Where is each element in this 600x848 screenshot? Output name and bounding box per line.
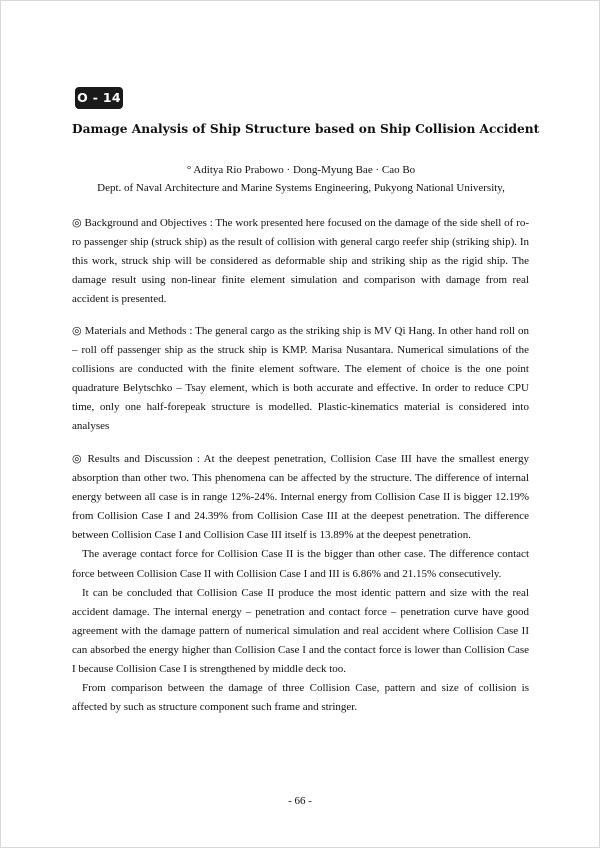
methods-separator: : [186, 325, 196, 337]
background-paragraph [72, 214, 529, 309]
methods-text: The general cargo as the striking ship is MV Qi Hang. In other hand roll on – roll off passenger ship as the struck ship is KMP. Marisa Nusantara. Numerical simulations of the collisions are conducted with the finite element software. The element of choice is the one point quadrature Belytschko – Tsay element, which is both accurate and effective. In order to reduce CPU time, only one half-forepeak structure is modelled. Plastic-kinematics material is considered into analyses [72, 325, 529, 433]
results-section [72, 450, 529, 717]
methods-paragraph [72, 322, 529, 437]
methods-heading: ◎ Materials and Methods [72, 325, 187, 337]
results-paragraph-1 [72, 450, 529, 545]
background-text: The work presented here focused on the damage of the side shell of ro-ro passenger ship (struck ship) as the result of collision with general cargo reefer ship (striking ship). In this work, struck ship will be considered as deformable ship and striking ship as the rigid ship. The damage result using non-linear finite element simulation and comparison with damage from real accident is presented. [72, 217, 530, 306]
results-paragraph-4: From comparison between the damage of three Collision Case, pattern and size of collision is affected by such as structure component such frame and stringer. [72, 682, 529, 714]
results-heading: ◎ Results and Discussion [72, 453, 193, 465]
background-section [72, 214, 529, 309]
methods-section [72, 322, 529, 437]
background-heading: ◎ Background and Objectives [72, 217, 207, 229]
results-paragraph-2: The average contact force for Collision Case II is the bigger than other case. The difference contact force between Collision Case II with Collision Case I and III is 6.86% and 21.15% consecutively. [72, 548, 529, 580]
results-text-1: At the deepest penetration, Collision Case III have the smallest energy absorption than other two. This phenomena can be affected by the structure. The difference of internal energy between all case is in range 12%-24%. Internal energy from Collision Case II is bigger 12.19% from Collision Case I and 24.39% from Collision Case III at the deepest penetration. The difference between Collision Case I and Collision Case III itself is 13.89% at the deepest penetration. [72, 453, 529, 542]
page-number: - 66 - [288, 795, 312, 807]
authors-line: ° Aditya Rio Prabowo · Dong-Myung Bae · Cao Bo [186, 164, 416, 176]
results-separator: : [192, 453, 204, 465]
session-badge: O - 14 [75, 87, 123, 109]
affiliation-line: Dept. of Naval Architecture and Marine Systems Engineering, Pukyong National University, [97, 182, 505, 194]
background-separator: : [206, 217, 216, 229]
results-paragraph-3: It can be concluded that Collision Case II produce the most identic pattern and size with the real accident damage. The internal energy – penetration and contact force – penetration curve have good agreement with the damage pattern of numerical simulation and real accident where Collision Case II can absorbed the energy higher than Collision Case I and the contact force is lower than Collision Case I because Collision Case I is strengthened by middle deck too. [72, 586, 529, 676]
paper-title: Damage Analysis of Ship Structure based on Ship Collision Accident [72, 122, 540, 136]
